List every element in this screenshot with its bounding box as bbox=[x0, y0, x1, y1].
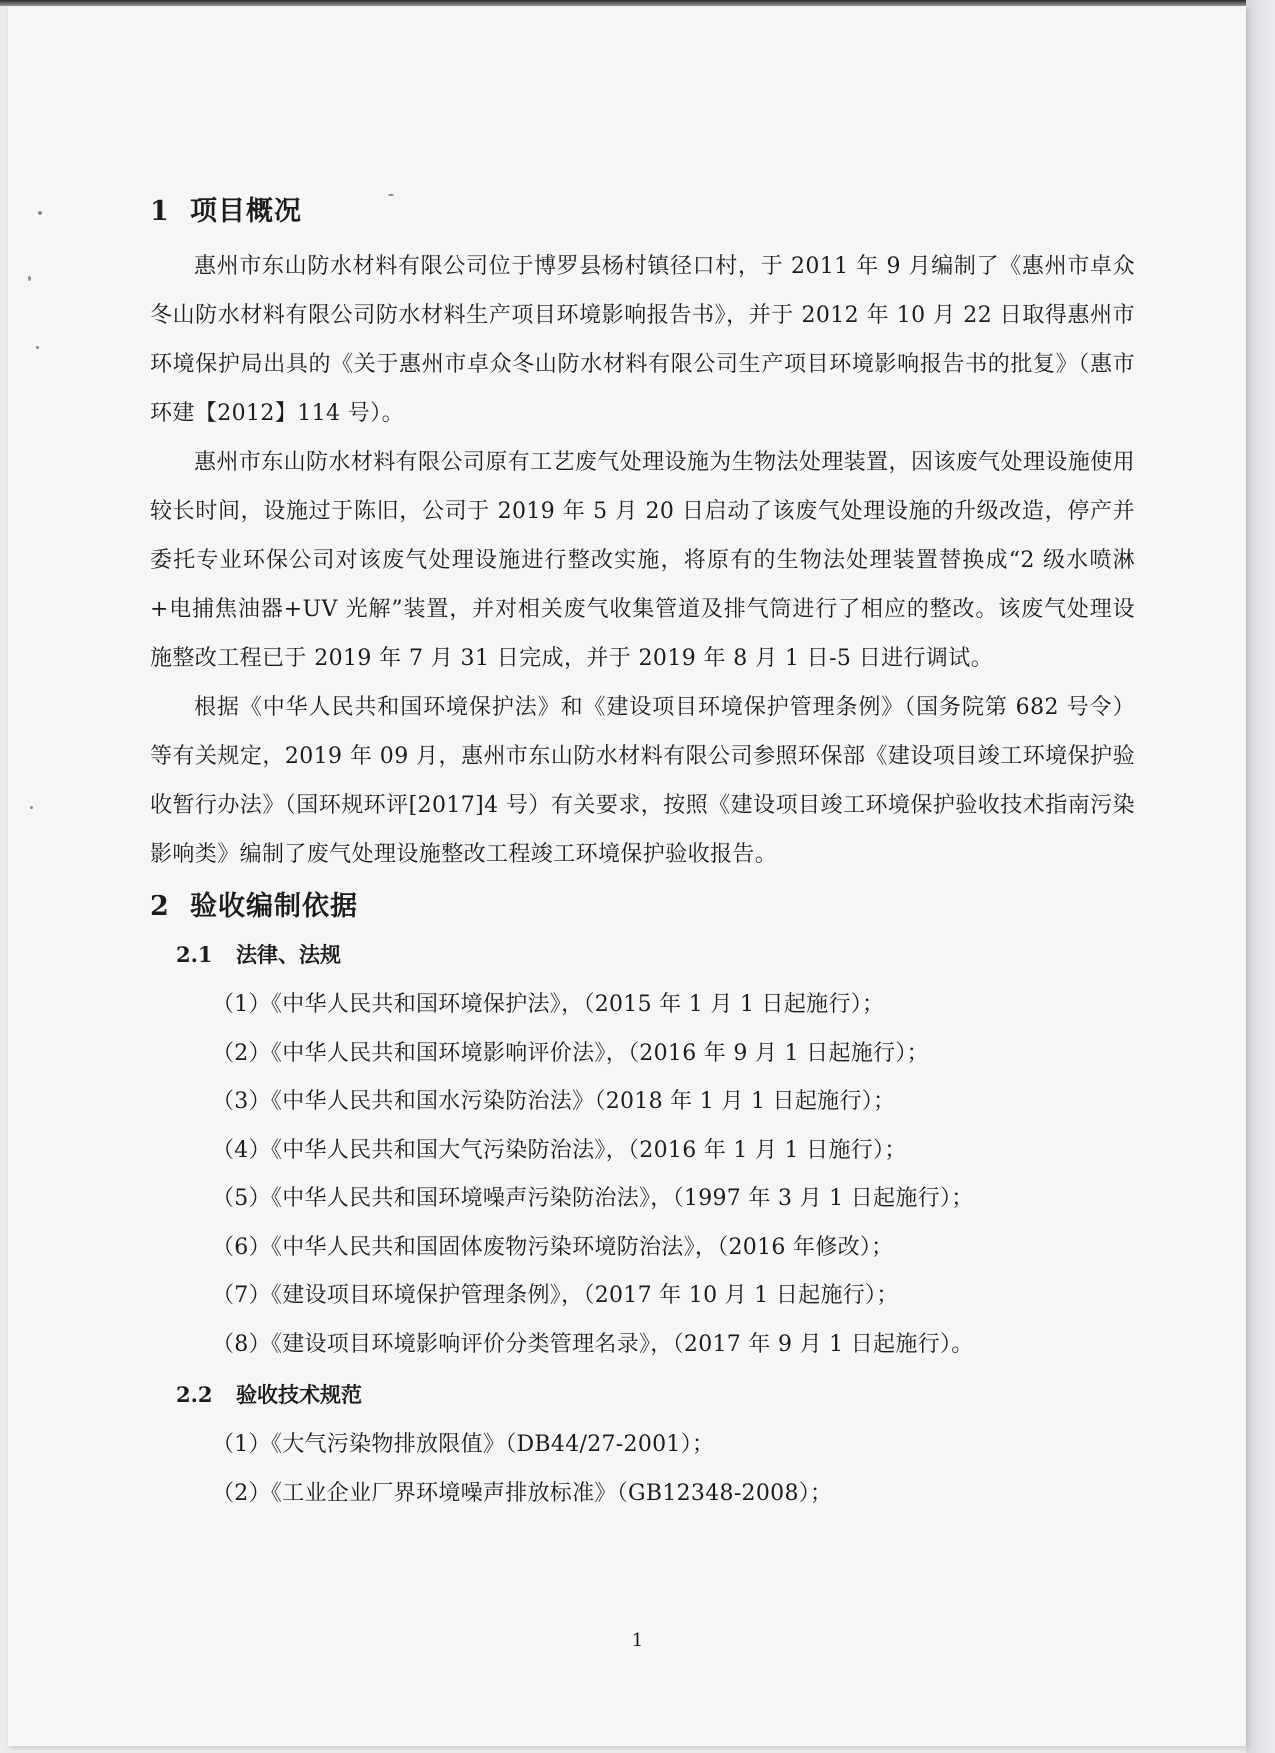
list-item: （6）《中华人民共和国固体废物污染环境防治法》，（2016 年修改）； bbox=[212, 1234, 894, 1260]
scan-speck bbox=[30, 806, 33, 809]
section-number: 2 bbox=[150, 891, 170, 922]
scan-speck bbox=[38, 211, 42, 215]
section-title: 项目概况 bbox=[190, 196, 302, 227]
section-heading bbox=[150, 885, 1135, 929]
law-list bbox=[150, 981, 1135, 1369]
list-item: （2）《工业企业厂界环境噪声排放标准》（GB12348-2008）； bbox=[212, 1480, 833, 1506]
section-number: 1 bbox=[150, 196, 170, 227]
scan-speck bbox=[28, 276, 31, 281]
subsection-title: 验收技术规范 bbox=[236, 1382, 362, 1407]
list-item: （3）《中华人民共和国水污染防治法》（2018 年 1 月 1 日起施行）； bbox=[212, 1089, 896, 1114]
section-title: 验收编制依据 bbox=[190, 891, 358, 922]
standard-list bbox=[150, 1421, 1135, 1518]
paragraph: 惠州市东山防水材料有限公司原有工艺废气处理设施为生物法处理装置，因该废气处理设施使用较长时间，设施过于陈旧，公司于 2019 年 5 月 20 日启动了该废气处理设施的升级改造，停产并委托专业环保公司对该废气处理设施进行整改实施，将原有的生物法处理装置替换成“2 级水喷淋+电捕焦油器+UV 光解”装置，并对相关废气收集管道及排气筒进行了相应的整改。该废气处理设施整改工程已于 2019 年 7 月 31 日完成，并于 2019 年 8 月 1 日-5 日进行调试。 bbox=[150, 450, 1135, 671]
list-item: （2）《中华人民共和国环境影响评价法》，（2016 年 9 月 1 日起施行）； bbox=[212, 1040, 929, 1066]
scan-speck bbox=[36, 346, 39, 349]
list-item: （4）《中华人民共和国大气污染防治法》，（2016 年 1 月 1 日施行）； bbox=[212, 1137, 907, 1163]
list-item: （1）《中华人民共和国环境保护法》，（2015 年 1 月 1 日起施行）； bbox=[212, 992, 885, 1017]
paragraph: 惠州市东山防水材料有限公司位于博罗县杨村镇径口村，于 2011 年 9 月编制了《惠州市卓众冬山防水材料有限公司防水材料生产项目环境影响报告书》，并于 2012 年 10 月 22 日取得惠州市环境保护局出具的《关于惠州市卓众冬山防水材料有限公司生产项目环境影响报告书的批复》（惠市环建【2012】114 号）。 bbox=[150, 254, 1135, 426]
scan-right-edge bbox=[1246, 0, 1275, 1753]
subsection-title: 法律、法规 bbox=[236, 942, 341, 967]
subsection-heading bbox=[150, 1369, 1135, 1421]
list-item: （1）《大气污染物排放限值》（DB44/27-2001）； bbox=[212, 1432, 715, 1457]
page-number: 1 bbox=[631, 1630, 644, 1651]
list-item: （5）《中华人民共和国环境噪声污染防治法》，（1997 年 3 月 1 日起施行）； bbox=[212, 1186, 974, 1211]
document-body bbox=[150, 190, 1135, 1518]
list-item: （8）《建设项目环境影响评价分类管理名录》，（2017 年 9 月 1 日起施行）。 bbox=[212, 1331, 974, 1357]
list-item: （7）《建设项目环境保护管理条例》，（2017 年 10 月 1 日起施行）； bbox=[212, 1283, 899, 1308]
subsection-number: 2.1 bbox=[176, 942, 213, 967]
subsection-heading bbox=[150, 929, 1135, 981]
paragraph: 根据《中华人民共和国环境保护法》和《建设项目环境保护管理条例》（国务院第 682 号令）等有关规定，2019 年 09 月，惠州市东山防水材料有限公司参照环保部《建设项目竣工环境保护验收暂行办法》（国环规环评[2017]4 号）有关要求，按照《建设项目竣工环境保护验收技术指南污染影响类》编制了废气处理设施整改工程竣工环境保护验收报告。 bbox=[150, 695, 1135, 867]
subsection-number: 2.2 bbox=[176, 1382, 213, 1407]
section-heading bbox=[150, 190, 1135, 234]
